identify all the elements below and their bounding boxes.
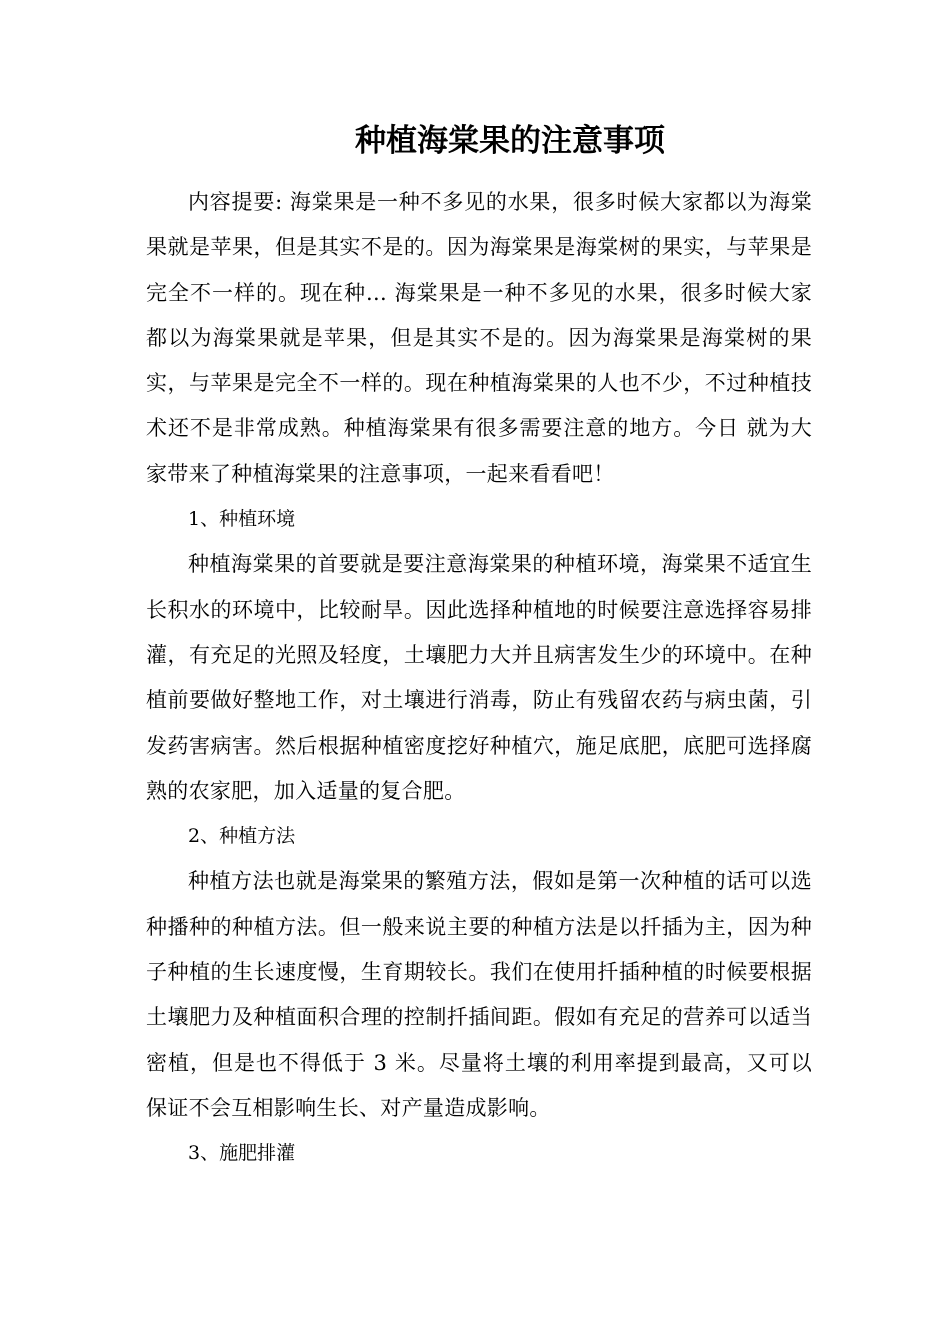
document-body bbox=[146, 180, 812, 1177]
intro-paragraph: 内容提要: 海棠果是一种不多见的水果，很多时候大家都以为海棠果就是苹果，但是其实不是的。因为海棠果是海棠树的果实，与苹果是完全不一样的。现在种... 海棠果是一种不多见的水果，很多时候大家都以为海棠果就是苹果，但是其实不是的。因为海棠果是海棠树的果实，与苹果是完全不一样的。现在种植海棠果的人也不少，不过种植技术还不是非常成熟。种植海棠果有很多需要注意的地方。今日 就为大家带来了种植海棠果的注意事项，一起来看看吧！ bbox=[146, 190, 812, 486]
section-body-environment: 种植海棠果的首要就是要注意海棠果的种植环境，海棠果不适宜生长积水的环境中，比较耐旱。因此选择种植地的时候要注意选择容易排灌，有充足的光照及轻度，土壤肥力大并且病害发生少的环境中。在种植前要做好整地工作，对土壤进行消毒，防止有残留农药与病虫菌，引发药害病害。然后根据种植密度挖好种植穴，施足底肥，底肥可选择腐熟的农家肥，加入适量的复合肥。 bbox=[146, 552, 812, 803]
section-heading-environment: 1、种植环境 bbox=[188, 508, 296, 531]
section-body-method: 种植方法也就是海棠果的繁殖方法，假如是第一次种植的话可以选种播种的种植方法。但一般来说主要的种植方法是以扦插为主，因为种子种植的生长速度慢，生育期较长。我们在使用扦插种植的时候要根据土壤肥力及种植面积合理的控制扦插间距。假如有充足的营养可以适当密植，但是也不得低于 3 米。尽量将土壤的利用率提到最高，又可以保证不会互相影响生长、对产量造成影响。 bbox=[146, 869, 812, 1120]
document-title: 种植海棠果的注意事项 bbox=[355, 123, 665, 159]
section-heading-fertilize: 3、施肥排灌 bbox=[188, 1142, 296, 1165]
section-heading-method: 2、种植方法 bbox=[188, 825, 296, 848]
